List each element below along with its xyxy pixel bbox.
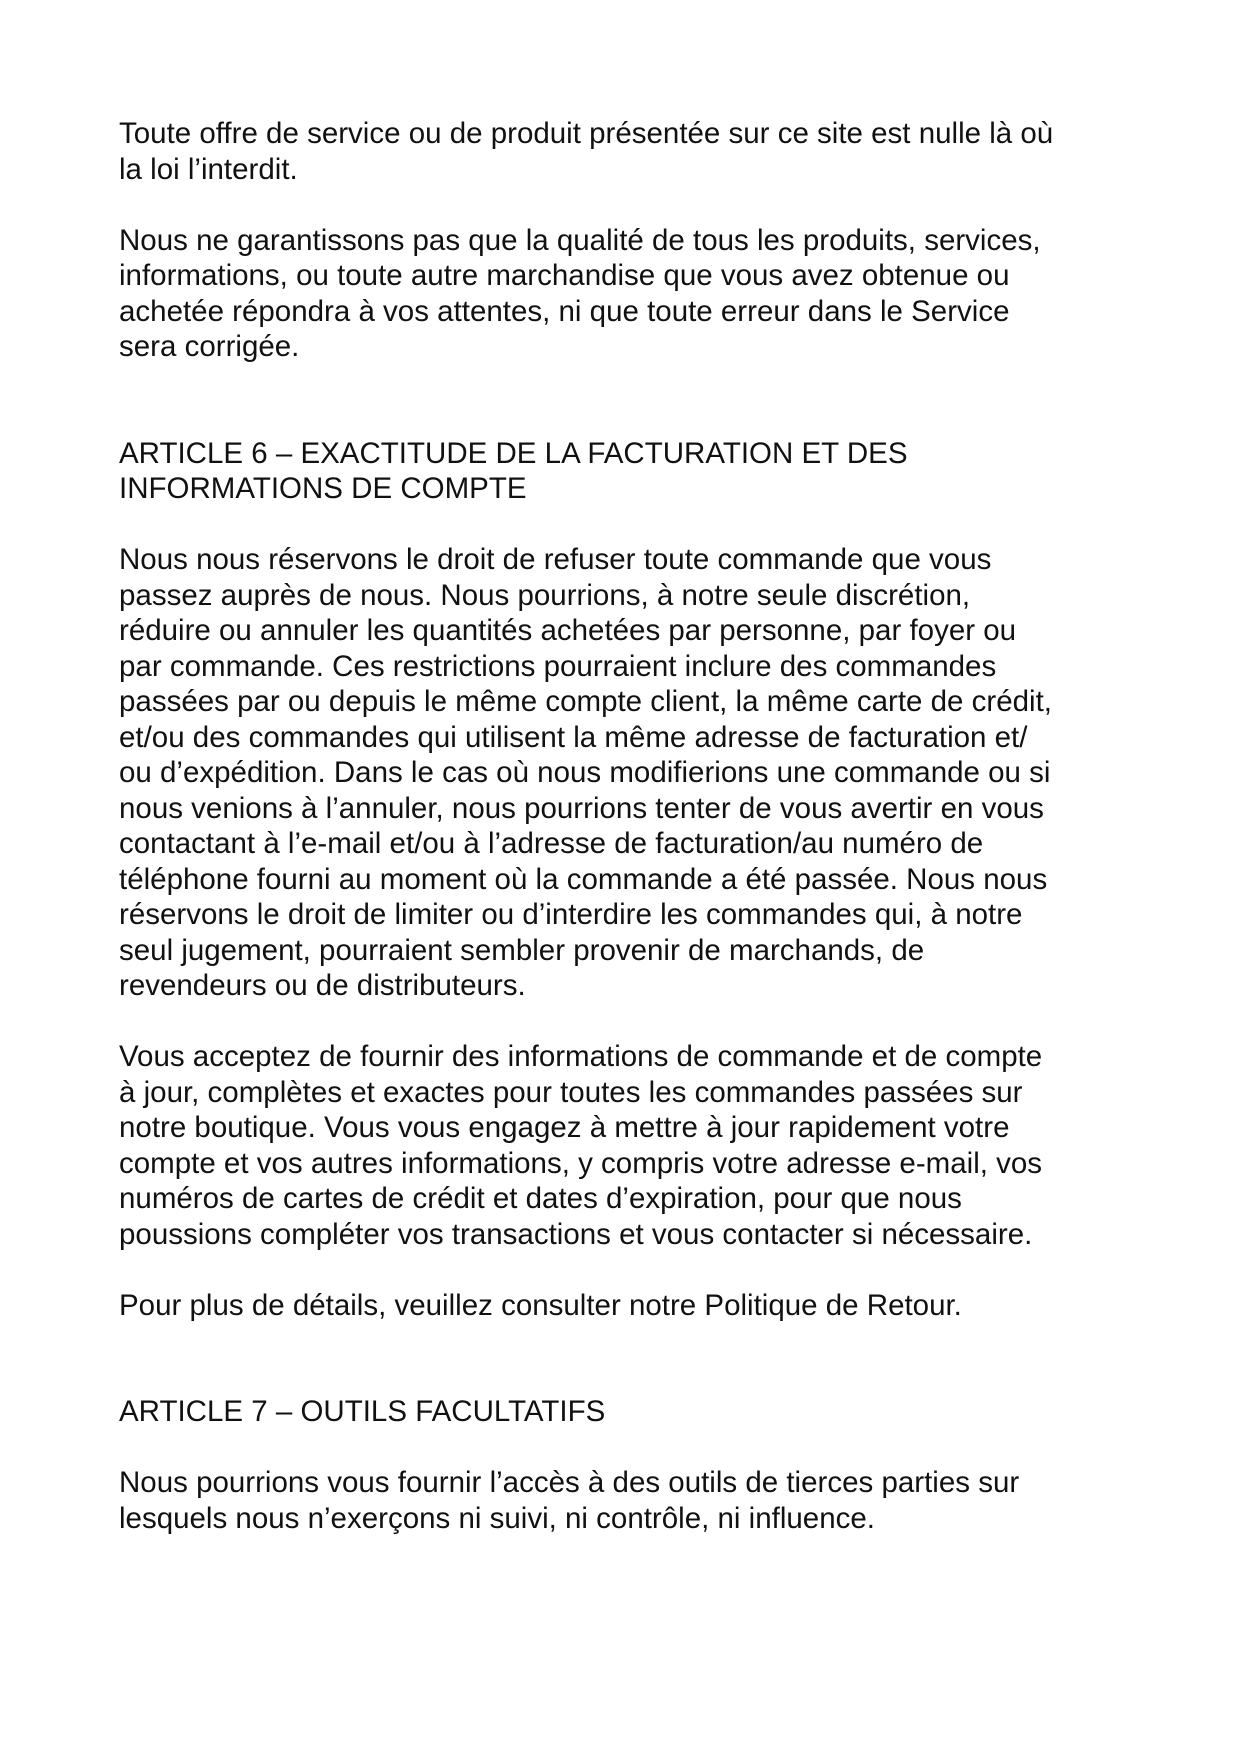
heading-article-7 xyxy=(119,1394,1129,1430)
text-line: notre boutique. Vous vous engagez à mettre à jour rapidement votre xyxy=(119,1111,1010,1144)
text-line: informations, ou toute autre marchandise que vous avez obtenue ou xyxy=(119,259,1010,292)
paragraph-third-party-tools xyxy=(119,1465,1129,1536)
text-line: poussions compléter vos transactions et vous contacter si nécessaire. xyxy=(119,1217,1033,1251)
text-line: téléphone fourni au moment où la commande a été passée. Nous nous xyxy=(119,862,1048,896)
text-line: sera corrigée. xyxy=(119,330,300,363)
text-line: nous venions à l’annuler, nous pourrions tenter de vous avertir en vous xyxy=(119,791,1044,825)
text-line: contactant à l’e-mail et/ou à l’adresse de facturation/au numéro de xyxy=(119,827,984,860)
text-line: seul jugement, pourraient sembler provenir de marchands, de xyxy=(119,933,925,967)
document-page xyxy=(119,116,1129,1536)
text-line: Nous pourrions vous fournir l’accès à des outils de tierces parties sur xyxy=(119,1466,1020,1499)
text-line: achetée répondra à vos attentes, ni que toute erreur dans le Service xyxy=(119,294,1010,328)
text-line: à jour, complètes et exactes pour toutes les commandes passées sur xyxy=(119,1075,1023,1109)
text-line: réservons le droit de limiter ou d’interdire les commandes qui, à notre xyxy=(119,898,1023,931)
text-line: compte et vos autres informations, y compris votre adresse e-mail, vos xyxy=(119,1146,1043,1180)
paragraph-offer-void xyxy=(119,116,1129,187)
heading-article-6 xyxy=(119,436,1129,507)
text-line: par commande. Ces restrictions pourraient inclure des commandes xyxy=(119,649,997,683)
text-line: et/ou des commandes qui utilisent la même adresse de facturation et/ xyxy=(119,720,1028,754)
heading-line: ARTICLE 6 – EXACTITUDE DE LA FACTURATION ET DES xyxy=(119,436,908,470)
text-line: Nous ne garantissons pas que la qualité de tous les produits, services, xyxy=(119,223,1041,257)
paragraph-order-refusal xyxy=(119,542,1129,1004)
paragraph-accurate-info xyxy=(119,1039,1129,1252)
text-line: passez auprès de nous. Nous pourrions, à notre seule discrétion, xyxy=(119,578,971,612)
paragraph-return-policy xyxy=(119,1288,1129,1324)
text-line: revendeurs ou de distributeurs. xyxy=(119,969,526,1002)
text-line: réduire ou annuler les quantités achetées par personne, par foyer ou xyxy=(119,614,1017,647)
heading-line: INFORMATIONS DE COMPTE xyxy=(119,472,527,505)
text-line: Vous acceptez de fournir des informations de commande et de compte xyxy=(119,1040,1043,1073)
text-line: Toute offre de service ou de produit présentée sur ce site est nulle là où xyxy=(119,117,1054,150)
text-line: numéros de cartes de crédit et dates d’expiration, pour que nous xyxy=(119,1182,962,1215)
paragraph-no-guarantee xyxy=(119,223,1129,365)
text-line: Pour plus de détails, veuillez consulter notre Politique de Retour. xyxy=(119,1288,962,1322)
text-line: ou d’expédition. Dans le cas où nous modifierions une commande ou si xyxy=(119,756,1051,789)
heading-line: ARTICLE 7 – OUTILS FACULTATIFS xyxy=(119,1395,606,1428)
text-line: Nous nous réservons le droit de refuser toute commande que vous xyxy=(119,543,992,576)
text-line: la loi l’interdit. xyxy=(119,152,298,186)
text-line: passées par ou depuis le même compte client, la même carte de crédit, xyxy=(119,685,1052,718)
text-line: lesquels nous n’exerçons ni suivi, ni contrôle, ni influence. xyxy=(119,1501,875,1535)
